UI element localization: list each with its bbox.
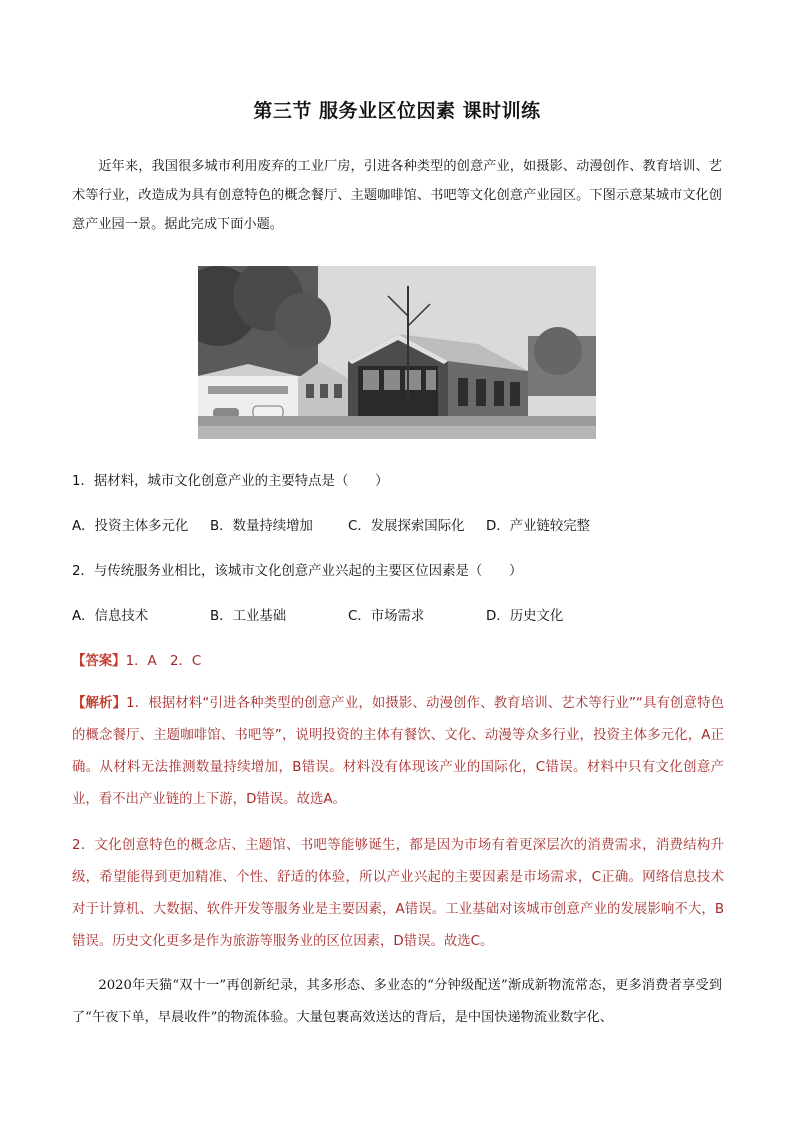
creative-park-photo — [198, 266, 596, 439]
question-2: 2．与传统服务业相比，该城市文化创意产业兴起的主要区位因素是（ ） — [72, 564, 523, 579]
analysis-text-1: 1．根据材料“引进各种类型的创意产业，如摄影、动漫创作、教育培训、艺术等行业”“具有创意特色的概念餐厅、主题咖啡馆、书吧等”，说明投资的主体有餐饮、文化、动漫等众多行业，投资主体多元化，A正确。从材料无法推测数量持续增加，B错误。材料没有体现该产业的国际化，C错误。材料中只有文化创意产业，看不出产业链的上下游，D错误。故选A。 — [72, 696, 725, 807]
question-2-options — [72, 605, 563, 624]
q2-option-d: D．历史文化 — [486, 609, 564, 624]
q1-option-d: D．产业链较完整 — [486, 519, 591, 534]
answer-text: 1．A 2．C — [125, 654, 202, 669]
intro-paragraph: 近年来，我国很多城市利用废弃的工业厂房，引进各种类型的创意产业，如摄影、动漫创作、教育培训、艺术等行业，改造成为具有创意特色的概念餐厅、主题咖啡馆、书吧等文化创意产业园区。下图示意某城市文化创意产业园一景。据此完成下面小题。 — [72, 159, 722, 232]
analysis-paragraph-1 — [72, 688, 724, 816]
q2-option-a: A．信息技术 — [72, 609, 149, 624]
q2-option-b: B．工业基础 — [210, 609, 287, 624]
q2-option-c: C．市场需求 — [348, 609, 425, 624]
q1-option-c: C．发展探索国际化 — [348, 519, 465, 534]
q1-option-a: A．投资主体多元化 — [72, 519, 189, 534]
page-title: 第三节 服务业区位因素 课时训练 — [253, 100, 541, 122]
q1-option-b: B．数量持续增加 — [210, 519, 313, 534]
answer-line — [72, 650, 201, 669]
question-1: 1．据材料，城市文化创意产业的主要特点是（ ） — [72, 474, 389, 489]
analysis-paragraph-2: 2．文化创意特色的概念店、主题馆、书吧等能够诞生，都是因为市场有着更深层次的消费需求，消费结构升级，希望能得到更加精准、个性、舒适的体验，所以产业兴起的主要因素是市场需求，C正确。网络信息技术对于计算机、大数据、软件开发等服务业是主要因素，A错误。工业基础对该城市创意产业的发展影响不大，B错误。历史文化更多是作为旅游等服务业的区位因素，D错误。故选C。 — [72, 838, 724, 949]
analysis-tag: 【解析】 — [72, 696, 127, 711]
outro-paragraph: 2020年天猫“双十一”再创新纪录，其多形态、多业态的“分钟级配送”渐成新物流常态，更多消费者享受到了“午夜下单，早晨收件”的物流体验。大量包裹高效送达的背后，是中国快递物流业数字化、 — [72, 978, 722, 1025]
answer-tag: 【答案】 — [72, 654, 126, 669]
question-1-options — [72, 515, 590, 534]
